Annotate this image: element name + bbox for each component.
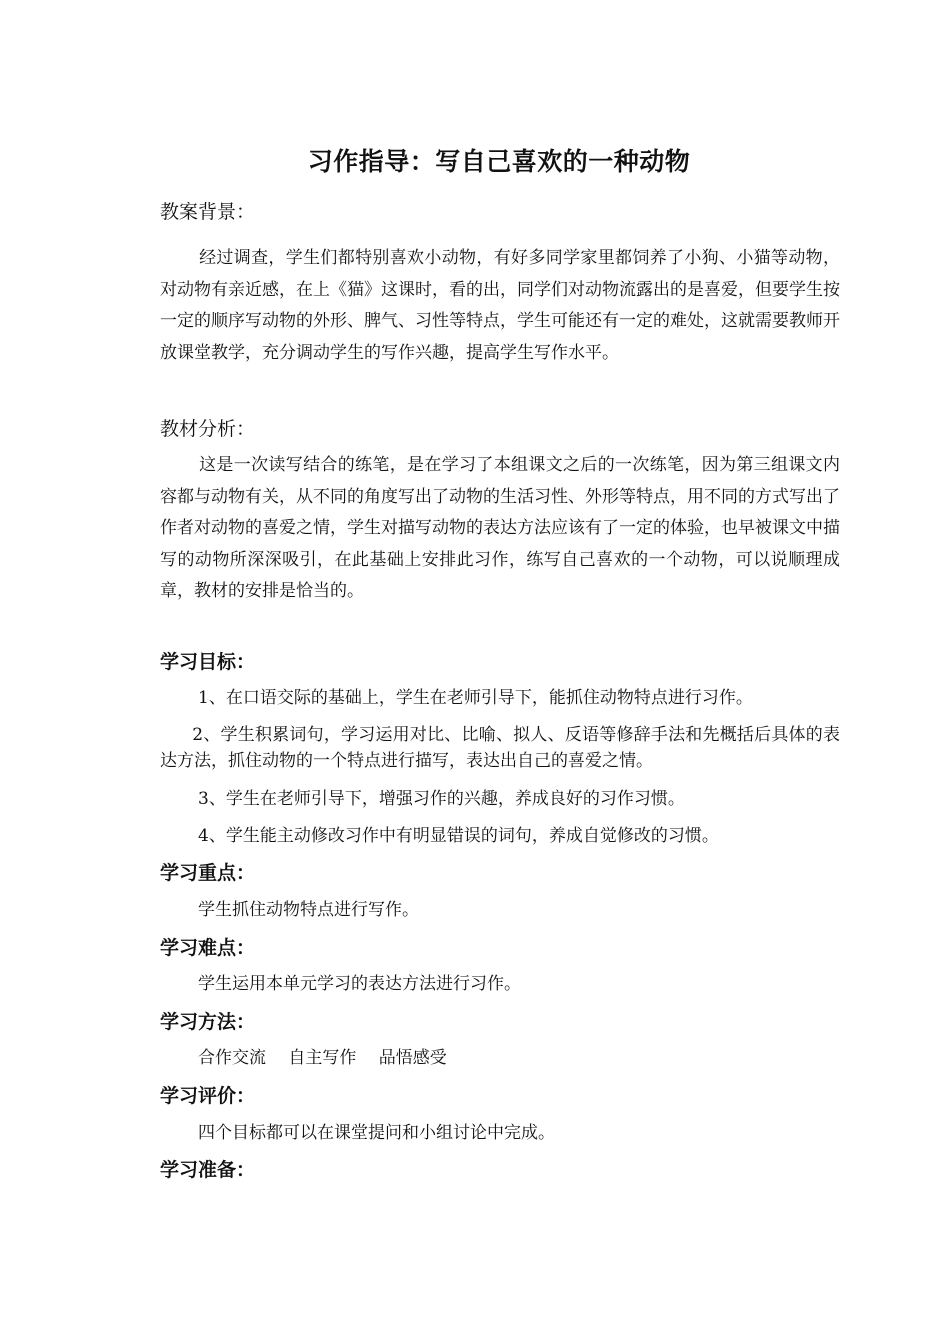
paragraph-analysis: 这是一次读写结合的练笔，是在学习了本组课文之后的一次练笔，因为第三组课文内容都与动物有关，从不同的角度写出了动物的生活习性、外形等特点，用不同的方式写出了作者对动物的喜爱之情，学生对描写动物的表达方法应该有了一定的体验，也早被课文中描写的动物所深深吸引，在此基础上安排此习作，练写自己喜欢的一个动物，可以说顺理成章，教材的安排是恰当的。 (160, 455, 840, 601)
key-points-text: 学生抓住动物特点进行写作。 (198, 900, 419, 920)
heading-goals: 学习目标： (160, 651, 256, 673)
heading-evaluation: 学习评价： (160, 1085, 256, 1107)
heading-analysis: 教材分析： (160, 418, 256, 440)
difficulties-text: 学生运用本单元学习的表达方法进行习作。 (198, 974, 521, 994)
goal-item-1: 1、在口语交际的基础上，学生在老师引导下，能抓住动物特点进行习作。 (198, 688, 753, 708)
goal-item-2: 2、学生积累词句，学习运用对比、比喻、拟人、反语等修辞手法和先概括后具体的表达方法，抓住动物的一个特点进行描写，表达出自己的喜爱之情。 (160, 725, 840, 771)
methods-text: 合作交流 自主写作 品悟感受 (198, 1048, 447, 1068)
paragraph-background: 经过调查，学生们都特别喜欢小动物，有好多同学家里都饲养了小狗、小猫等动物，对动物有亲近感，在上《猫》这课时，看的出，同学们对动物流露出的是喜爱，但要学生按一定的顺序写动物的外形、脾气、习性等特点，学生可能还有一定的难处，这就需要教师开放课堂教学，充分调动学生的写作兴趣，提高学生写作水平。 (160, 248, 840, 363)
document-title: 习作指导：写自己喜欢的一种动物 (307, 147, 691, 176)
heading-methods: 学习方法： (160, 1011, 256, 1033)
heading-difficulties: 学习难点： (160, 937, 256, 959)
goal-item-4: 4、学生能主动修改习作中有明显错误的词句，养成自觉修改的习惯。 (198, 826, 719, 846)
evaluation-text: 四个目标都可以在课堂提问和小组讨论中完成。 (198, 1123, 555, 1143)
goal-item-3: 3、学生在老师引导下，增强习作的兴趣，养成良好的习作习惯。 (198, 789, 685, 809)
heading-background: 教案背景： (160, 201, 256, 223)
heading-preparation: 学习准备： (160, 1159, 256, 1181)
heading-key-points: 学习重点： (160, 862, 256, 884)
